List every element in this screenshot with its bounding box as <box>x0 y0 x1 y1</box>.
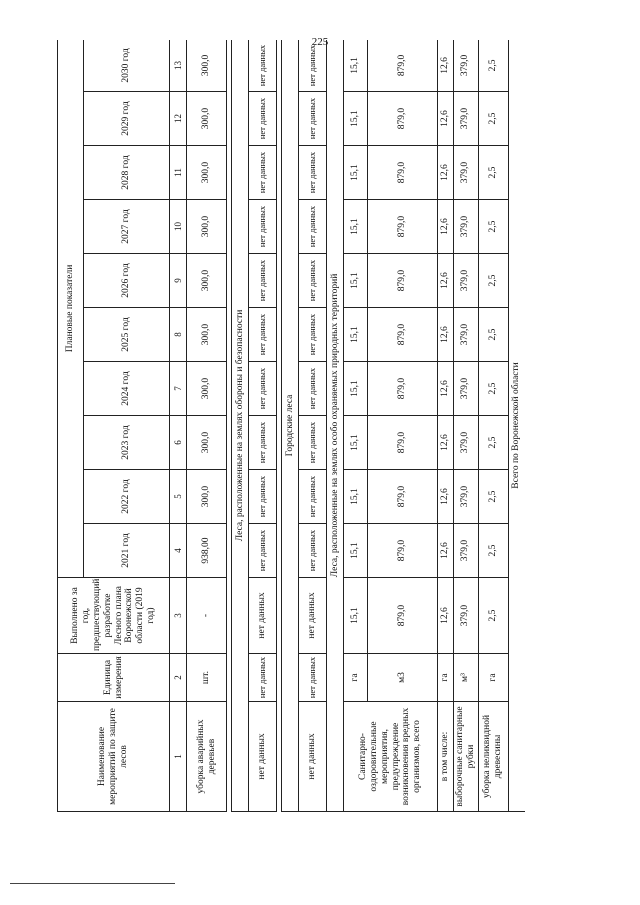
row-name: в том числе: <box>438 702 454 812</box>
row-value: нет данных <box>299 416 327 470</box>
col-number: 7 <box>170 362 187 416</box>
row-name: нет данных <box>249 702 277 812</box>
row-value: 379,0 <box>454 200 479 254</box>
row-value: 300,0 <box>187 200 227 254</box>
page-number: 225 <box>311 36 329 48</box>
row-unit: м3 <box>368 654 438 702</box>
table-row <box>454 40 479 812</box>
row-value: 2,5 <box>478 362 508 416</box>
row-value: нет данных <box>299 362 327 416</box>
row-value: 2,5 <box>478 92 508 146</box>
header-unit: Единица измерения <box>58 654 170 702</box>
col-number: 5 <box>170 470 187 524</box>
row-value: 2,5 <box>478 470 508 524</box>
row-value: 15,1 <box>344 92 368 146</box>
row-done: 2,5 <box>478 578 508 654</box>
row-value: 938,00 <box>187 524 227 578</box>
header-done: Выполнено за год, предшествующий разработке Лесного плана Воронежской области (2019 год) <box>58 578 170 654</box>
row-value: 300,0 <box>187 92 227 146</box>
row-value: 12,6 <box>438 308 454 362</box>
col-number: 6 <box>170 416 187 470</box>
table-row <box>299 40 327 812</box>
row-value: нет данных <box>299 200 327 254</box>
row-name: уборка аварийных деревьев <box>187 702 227 812</box>
row-value: 12,6 <box>438 524 454 578</box>
col-number: 11 <box>170 146 187 200</box>
row-value: нет данных <box>299 92 327 146</box>
col-number: 2 <box>170 654 187 702</box>
row-unit: нет данных <box>299 654 327 702</box>
row-value: 300,0 <box>187 416 227 470</box>
row-value: 12,6 <box>438 416 454 470</box>
table-row <box>368 40 438 812</box>
row-value: нет данных <box>299 470 327 524</box>
row-value: 300,0 <box>187 254 227 308</box>
header-year: 2024 год <box>84 362 170 416</box>
row-value: 12,6 <box>438 362 454 416</box>
table-row <box>478 40 508 812</box>
row-value: нет данных <box>299 254 327 308</box>
row-value: нет данных <box>249 146 277 200</box>
row-value: 879,0 <box>368 416 438 470</box>
row-value: нет данных <box>249 524 277 578</box>
row-value: 2,5 <box>478 40 508 92</box>
row-value: 879,0 <box>368 524 438 578</box>
row-done: 879,0 <box>368 578 438 654</box>
table-row <box>438 40 454 812</box>
row-done: нет данных <box>299 578 327 654</box>
row-unit: га <box>478 654 508 702</box>
row-name: выборочные санитарные рубки <box>454 702 479 812</box>
col-number: 1 <box>170 702 187 812</box>
header-year: 2030 год <box>84 40 170 92</box>
row-value: нет данных <box>299 146 327 200</box>
row-value: 12,6 <box>438 92 454 146</box>
row-unit: нет данных <box>249 654 277 702</box>
row-value: 2,5 <box>478 200 508 254</box>
row-value: 379,0 <box>454 524 479 578</box>
row-value: нет данных <box>299 524 327 578</box>
row-value: 15,1 <box>344 416 368 470</box>
row-value: 12,6 <box>438 200 454 254</box>
col-number: 4 <box>170 524 187 578</box>
row-done: 12,6 <box>438 578 454 654</box>
row-value: нет данных <box>249 362 277 416</box>
col-number: 9 <box>170 254 187 308</box>
header-year: 2022 год <box>84 470 170 524</box>
row-value: 2,5 <box>478 308 508 362</box>
row-value: 15,1 <box>344 200 368 254</box>
row-value: 2,5 <box>478 416 508 470</box>
row-unit: га <box>344 654 368 702</box>
footer-rule <box>10 883 175 884</box>
table-row <box>249 40 277 812</box>
row-done: - <box>187 578 227 654</box>
row-value: 879,0 <box>368 254 438 308</box>
section-defense: Леса, расположенные на землях обороны и безопасности <box>232 40 249 812</box>
row-value: 379,0 <box>454 308 479 362</box>
row-value: нет данных <box>249 254 277 308</box>
row-value: 879,0 <box>368 40 438 92</box>
row-unit: м³ <box>454 654 479 702</box>
row-value: 2,5 <box>478 254 508 308</box>
row-value: 12,6 <box>438 40 454 92</box>
row-value: 300,0 <box>187 470 227 524</box>
row-value: 15,1 <box>344 40 368 92</box>
row-value: 379,0 <box>454 416 479 470</box>
row-value: нет данных <box>249 200 277 254</box>
rotated-table-container <box>57 40 525 812</box>
row-value: 15,1 <box>344 524 368 578</box>
row-value: нет данных <box>299 308 327 362</box>
row-value: 379,0 <box>454 146 479 200</box>
header-year: 2025 год <box>84 308 170 362</box>
row-value: 879,0 <box>368 92 438 146</box>
row-value: нет данных <box>299 40 327 92</box>
col-number: 13 <box>170 40 187 92</box>
row-unit: шт. <box>187 654 227 702</box>
row-value: 879,0 <box>368 362 438 416</box>
header-year: 2026 год <box>84 254 170 308</box>
row-name: уборка неликвидной древесины <box>478 702 508 812</box>
row-value: 2,5 <box>478 524 508 578</box>
header-planned: Плановые показатели <box>58 40 84 578</box>
row-value: 300,0 <box>187 362 227 416</box>
header-year: 2023 год <box>84 416 170 470</box>
header-year: 2027 год <box>84 200 170 254</box>
section-protected: Леса, расположенные на землях особо охраняемых природных территорий <box>327 40 344 812</box>
row-value: 379,0 <box>454 40 479 92</box>
row-value: 300,0 <box>187 146 227 200</box>
row-value: 15,1 <box>344 254 368 308</box>
row-name: Санитарно-оздоровительные мероприятия, предупреждение возникновения вредных организмов, всего <box>344 702 438 812</box>
row-value: 12,6 <box>438 146 454 200</box>
header-year: 2021 год <box>84 524 170 578</box>
row-value: 15,1 <box>344 362 368 416</box>
row-value: 379,0 <box>454 362 479 416</box>
row-value: нет данных <box>249 470 277 524</box>
row-value: 300,0 <box>187 40 227 92</box>
header-name: Наименование мероприятий по защите лесов <box>58 702 170 812</box>
row-unit: га <box>438 654 454 702</box>
section-total: Всего по Воронежской области <box>508 40 525 812</box>
col-number: 12 <box>170 92 187 146</box>
row-value: 2,5 <box>478 146 508 200</box>
row-value: 379,0 <box>454 254 479 308</box>
row-done: 379,0 <box>454 578 479 654</box>
table-row <box>187 40 227 812</box>
col-number: 3 <box>170 578 187 654</box>
row-done: 15,1 <box>344 578 368 654</box>
row-value: 15,1 <box>344 470 368 524</box>
row-value: 879,0 <box>368 470 438 524</box>
row-value: нет данных <box>249 308 277 362</box>
table-row <box>344 40 368 812</box>
row-value: нет данных <box>249 416 277 470</box>
section-city: Городские леса <box>282 40 299 812</box>
col-number: 8 <box>170 308 187 362</box>
row-value: 879,0 <box>368 308 438 362</box>
row-value: 300,0 <box>187 308 227 362</box>
row-done: нет данных <box>249 578 277 654</box>
row-value: 12,6 <box>438 254 454 308</box>
row-value: 15,1 <box>344 146 368 200</box>
row-value: 379,0 <box>454 92 479 146</box>
row-value: нет данных <box>249 40 277 92</box>
row-value: 12,6 <box>438 470 454 524</box>
header-year: 2029 год <box>84 92 170 146</box>
header-year: 2028 год <box>84 146 170 200</box>
row-value: 15,1 <box>344 308 368 362</box>
forest-protection-table <box>57 40 525 812</box>
row-value: нет данных <box>249 92 277 146</box>
rotated-table <box>57 40 525 812</box>
row-value: 379,0 <box>454 470 479 524</box>
row-value: 879,0 <box>368 200 438 254</box>
col-number: 10 <box>170 200 187 254</box>
row-value: 879,0 <box>368 146 438 200</box>
row-name: нет данных <box>299 702 327 812</box>
